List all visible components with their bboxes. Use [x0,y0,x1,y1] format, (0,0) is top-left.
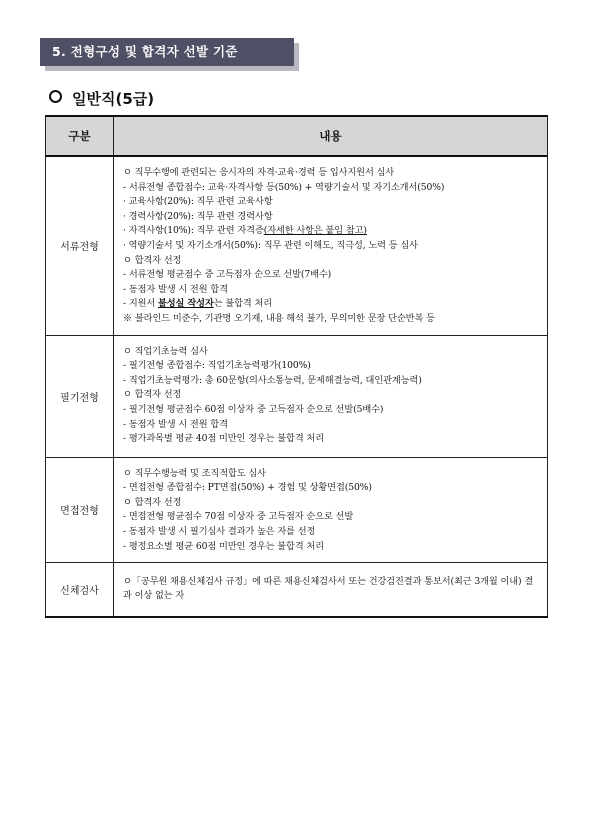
content-line: - 평정요소별 평균 60점 미만인 경우는 불합격 처리 [123,540,324,552]
content-line: ㅇ 합격자 선정 [123,254,182,266]
row-category: 신체검사 [46,563,114,617]
attachment-reference: (자세한 사항은 붙임 참고) [263,225,367,237]
row-content [114,156,548,335]
row-category: 면접전형 [46,457,114,563]
content-line: - 필기전형 평균점수 60점 이상자 중 고득점자 순으로 선발(5배수) [123,403,384,415]
content-line: - 서류전형 종합점수: 교육·자격사항 등(50%) + 역량기술서 및 자기소개서(50%) [123,181,445,193]
content-line: - 필기전형 종합점수: 직업기초능력평가(100%) [123,360,311,372]
selection-criteria-table [45,115,548,618]
content-line: · 역량기술서 및 자기소개서(50%): 직무 관련 이해도, 직극성, 노력 등 심사 [123,239,418,251]
fail-post: 는 불합격 처리 [213,298,273,310]
table-row [46,156,548,335]
content-line: - 동점자 발생 시 전원 합격 [123,418,228,430]
content-line: - 면접전형 평균점수 70점 이상자 중 고득점자 순으로 선발 [123,511,354,523]
content-line: · 경력사항(20%): 직무 관련 경력사항 [123,210,273,222]
subtitle-text: 일반직(5급) [72,90,155,108]
content-line: ㅇ 합격자 선정 [123,496,182,508]
section-banner [40,38,294,66]
header-category: 구분 [46,116,114,156]
qual-text: · 자격사항(10%): 직무 관련 자격증 [123,225,264,237]
content-line: - 서류전형 평균점수 중 고득점자 순으로 선발(7배수) [123,269,332,281]
row-content [114,335,548,457]
row-content [114,457,548,563]
content-line: ㅇ 직무수행에 관련되는 응시자의 자격·교육·경력 등 입사지원서 심사 [123,167,395,178]
table-row [46,335,548,457]
row-category: 필기전형 [46,335,114,457]
content-line: ㅇ 합격자 선정 [123,389,182,401]
insincere-writer-emphasis: 불성실 작성자 [157,298,214,310]
content-line [123,297,543,312]
fail-pre: - 지원서 [123,298,158,310]
row-content [114,563,548,617]
content-line: - 동점자 발생 시 필기심사 결과가 높은 자를 선정 [123,525,316,537]
content-paragraph: ㅇ「공무원 채용신체검사 규정」에 따른 채용신체검사서 또는 건강검진결과 통보서(최근 3개월 이내) 결과 이상 없는 자 [123,575,534,602]
content-line: ※ 블라인드 미준수, 기관명 오기재, 내용 해석 불가, 무의미한 문장 단순반복 등 [123,312,435,324]
header-content: 내용 [114,116,548,156]
content-line: ㅇ 직무수행능력 및 조직적합도 심사 [123,467,266,479]
content-line: - 면접전형 종합점수: PT면접(50%) + 경험 및 상황면접(50%) [123,482,372,494]
content-line [123,224,543,239]
section-title: 5. 전형구성 및 합격자 선발 기준 [40,38,294,66]
content-line: - 직업기초능력평가: 총 60문항(의사소통능력, 문제해결능력, 대인관계능력) [123,374,422,386]
table-row [46,563,548,617]
content-line: ㅇ 직업기초능력 심사 [123,345,208,357]
content-line: - 평가과목별 평균 40점 미만인 경우는 불합격 처리 [123,433,324,445]
table-header-row [46,116,548,156]
row-category: 서류전형 [46,156,114,335]
circle-bullet-icon [49,90,62,103]
table-row [46,457,548,563]
content-line: · 교육사항(20%): 직무 관련 교육사항 [123,196,273,208]
content-line: - 동점자 발생 시 전원 합격 [123,283,228,295]
subtitle [49,88,154,109]
